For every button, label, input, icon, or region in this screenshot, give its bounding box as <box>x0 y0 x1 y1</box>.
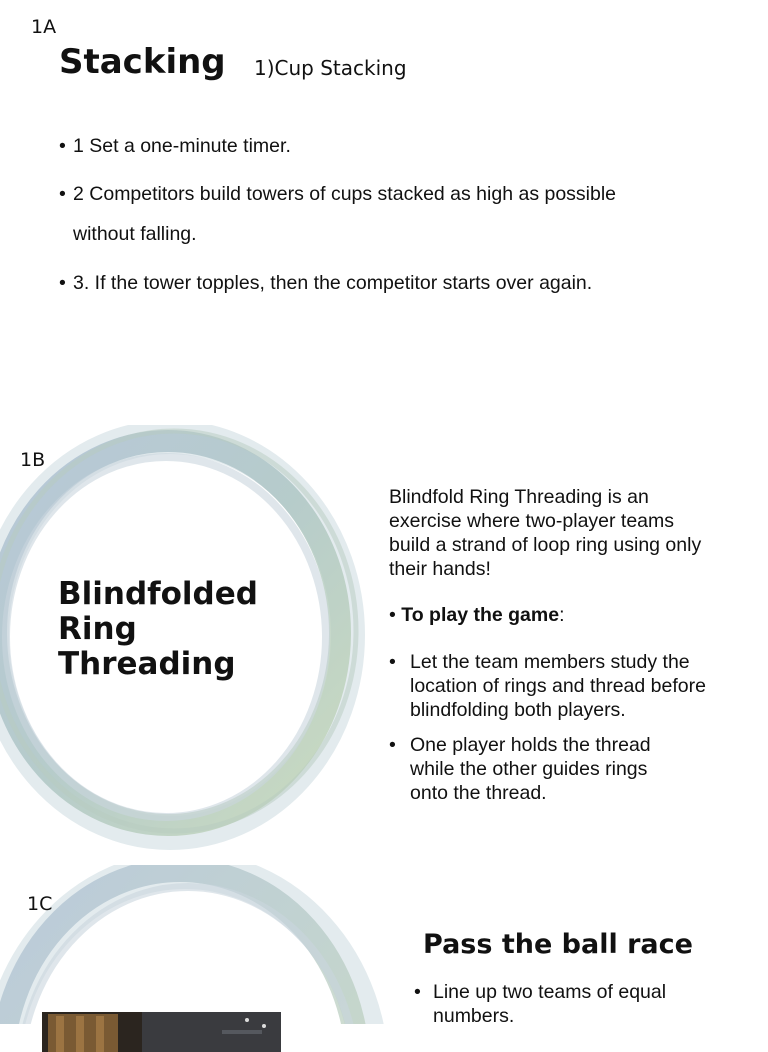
slide-title-pass-the-ball: Pass the ball race <box>423 929 693 960</box>
title-line: Ring <box>58 611 137 647</box>
play-heading-colon: : <box>559 604 565 626</box>
slide-label-1b: 1B <box>20 449 46 471</box>
bullet-icon: • <box>59 183 66 205</box>
bullet-icon: • <box>389 604 396 626</box>
slide-title-ring-threading <box>58 577 258 682</box>
step-item <box>389 650 719 722</box>
bullet-item <box>59 126 699 166</box>
step-text: One player holds the thread while the other guides rings onto the thread. <box>410 734 651 804</box>
bullet-text: 3. If the tower topples, then the competitor starts over again. <box>73 272 593 294</box>
step-item <box>389 733 689 805</box>
bullet-icon: • <box>389 734 396 756</box>
bullet-text: 1 Set a one-minute timer. <box>73 135 291 157</box>
bullet-icon: • <box>414 981 421 1003</box>
play-heading <box>389 603 565 627</box>
bullet-item <box>59 263 699 303</box>
bullet-icon: • <box>59 272 66 294</box>
title-line: Threading <box>58 646 236 682</box>
slide-label-1a: 1A <box>31 16 57 38</box>
title-line: Blindfolded <box>58 576 258 612</box>
step-text: Let the team members study the location of rings and thread before blindfolding both players. <box>410 651 706 721</box>
slide-subtitle: 1)Cup Stacking <box>254 56 407 80</box>
bullet-icon: • <box>59 135 66 157</box>
bullet-text: Line up two teams of equal numbers. <box>433 981 667 1027</box>
decorative-ring-graphic <box>0 865 390 1024</box>
bullet-icon: • <box>389 651 396 673</box>
slide-label-1c: 1C <box>27 893 53 915</box>
play-heading-text: To play the game <box>401 604 560 626</box>
slide-title-stacking: Stacking <box>59 42 226 82</box>
intro-paragraph: Blindfold Ring Threading is an exercise where two-player teams build a strand of loop ring using only their hands! <box>389 486 702 580</box>
bullet-item <box>414 980 714 1028</box>
bullet-item <box>59 174 659 254</box>
bullet-text: 2 Competitors build towers of cups stacked as high as possible without falling. <box>73 183 617 245</box>
photo-content <box>42 1012 281 1052</box>
photo-image <box>42 1012 281 1052</box>
